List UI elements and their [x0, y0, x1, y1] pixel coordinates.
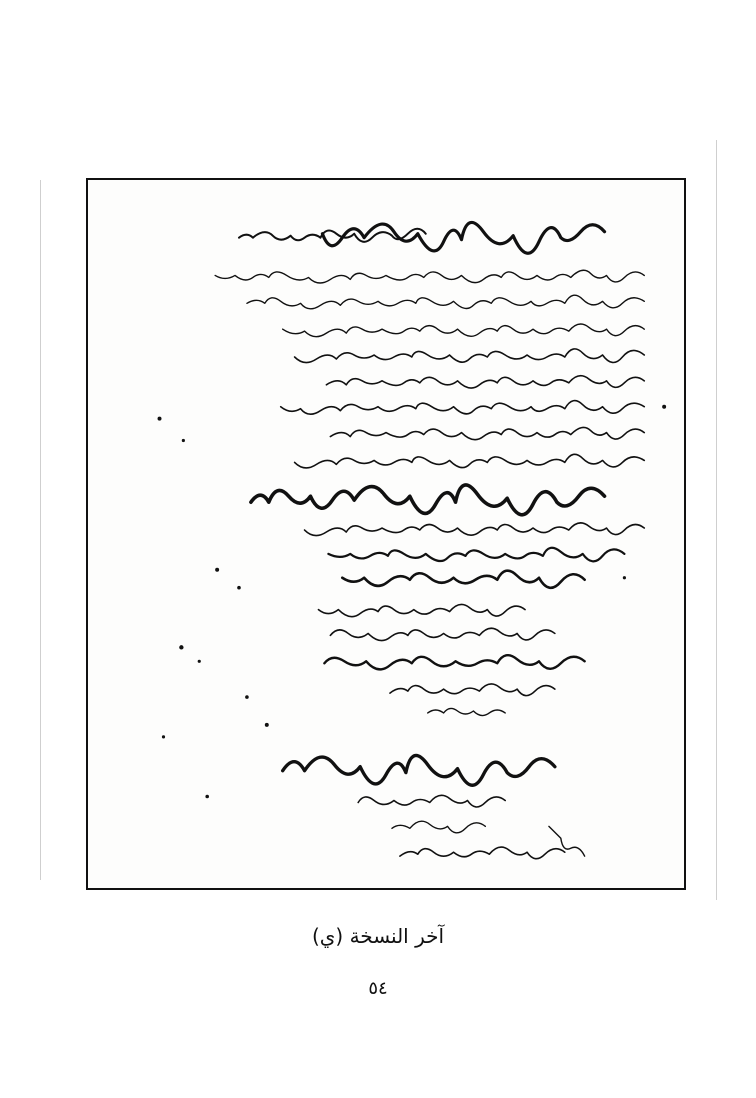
figure-caption: آخر النسخة (ي): [311, 924, 445, 948]
page-number: ٥٤: [368, 978, 388, 999]
handwritten-manuscript-icon: [88, 180, 684, 888]
scan-edge-left: [40, 180, 41, 880]
manuscript-image: [86, 178, 686, 890]
scan-edge-right: [716, 140, 717, 900]
